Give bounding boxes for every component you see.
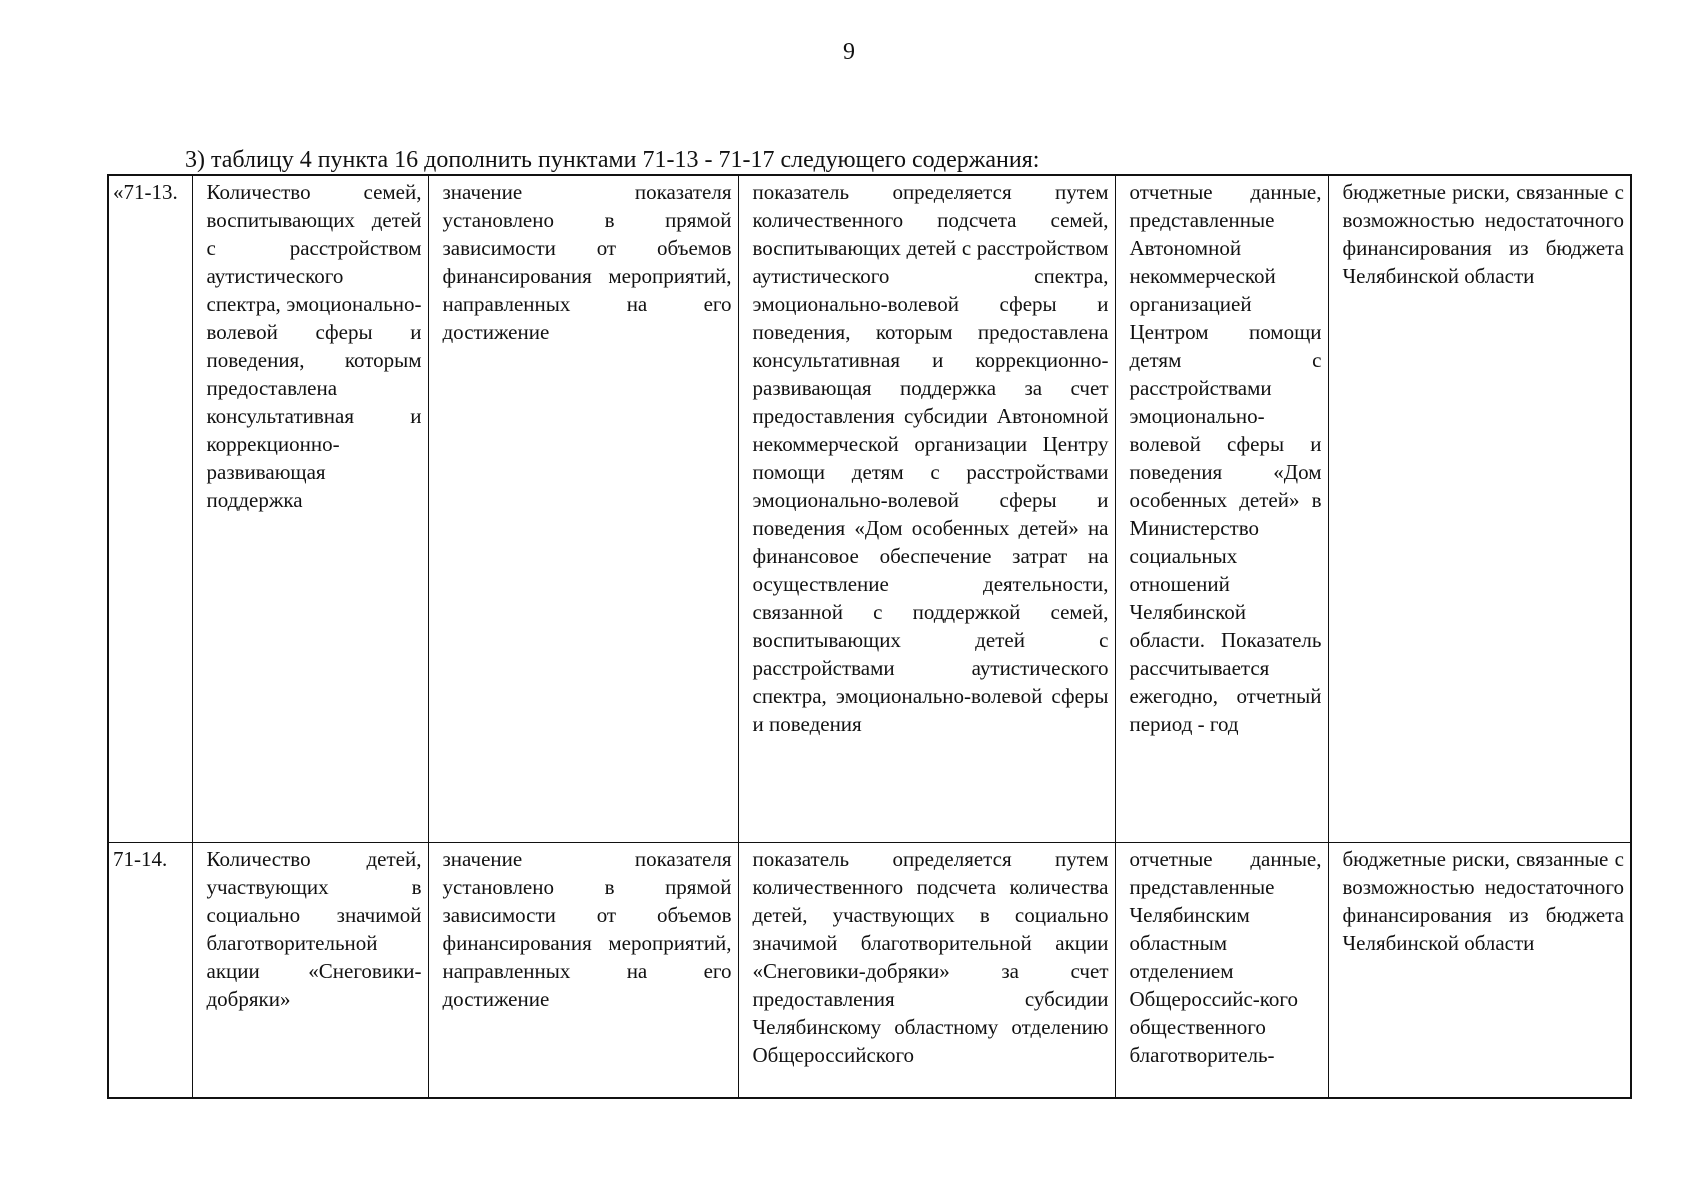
- table-row: [108, 843, 1631, 1099]
- data-source-cell: отчетные данные, представленные Челябинским областным отделением Общероссийс-кого общественного благотворитель-: [1115, 843, 1328, 1099]
- indicators-table: [107, 174, 1632, 1099]
- indicator-name-cell: Количество семей, воспитывающих детей с расстройством аутистического спектра, эмоционально-волевой сферы и поведения, которым предоставлена консультативная и коррекционно-развивающая поддержка: [192, 175, 428, 843]
- risks-cell: бюджетные риски, связанные с возможностью недостаточного финансирования из бюджета Челябинской области: [1328, 843, 1631, 1099]
- indicator-name-cell: Количество детей, участвующих в социально значимой благотворительной акции «Снеговики-добряки»: [192, 843, 428, 1099]
- risks-cell: бюджетные риски, связанные с возможностью недостаточного финансирования из бюджета Челябинской области: [1328, 175, 1631, 843]
- amendment-intro-text: 3) таблицу 4 пункта 16 дополнить пунктами 71-13 - 71-17 следующего содержания:: [185, 147, 1040, 173]
- calculation-method-cell: показатель определяется путем количественного подсчета количества детей, участвующих в социально значимой благотворительной акции «Снеговики-добряки» за счет предоставления субсидии Челябинскому областному отделению Общероссийского: [738, 843, 1115, 1099]
- calculation-method-cell: показатель определяется путем количественного подсчета семей, воспитывающих детей с расстройством аутистического спектра, эмоционально-волевой сферы и поведения, которым предоставлена консультативная и коррекционно-развивающая поддержка за счет предоставления субсидии Автономной некоммерческой организации Центру помощи детям с расстройствами эмоционально-волевой сферы и поведения «Дом особенных детей» на финансовое обеспечение затрат на осуществление деятельности, связанной с поддержкой семей, воспитывающих детей с расстройствами аутистического спектра, эмоционально-волевой сферы и поведения: [738, 175, 1115, 843]
- target-basis-cell: значение показателя установлено в прямой зависимости от объемов финансирования мероприятий, направленных на его достижение: [428, 843, 738, 1099]
- data-source-cell: отчетные данные, представленные Автономной некоммерческой организацией Центром помощи детям с расстройствами эмоционально-волевой сферы и поведения «Дом особенных детей» в Министерство социальных отношений Челябинской области. Показатель рассчитывается ежегодно, отчетный период - год: [1115, 175, 1328, 843]
- row-number-cell: 71-14.: [108, 843, 192, 1099]
- page-number: 9: [843, 39, 855, 65]
- table-row: [108, 175, 1631, 843]
- row-number-cell: «71-13.: [108, 175, 192, 843]
- target-basis-cell: значение показателя установлено в прямой зависимости от объемов финансирования мероприятий, направленных на его достижение: [428, 175, 738, 843]
